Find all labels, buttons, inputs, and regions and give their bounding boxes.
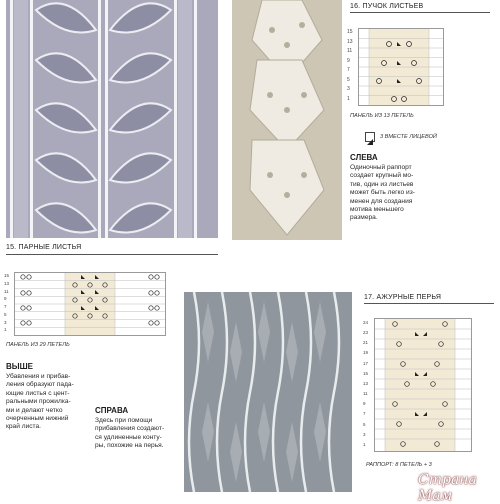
row-label: 13: [347, 38, 353, 45]
pattern-16-number: 16.: [350, 3, 361, 10]
left-text-line: может быть легко из-: [350, 189, 415, 197]
row-label: 9: [363, 401, 366, 407]
row-label: 21: [363, 340, 369, 346]
top-text-line: край листа.: [6, 423, 42, 431]
site-watermark: Страна Мам: [418, 472, 477, 504]
left-text-line: мотива меньшего: [350, 206, 404, 214]
left-text-line: Одиночный раппорт: [350, 164, 412, 171]
row-label: 3: [363, 431, 366, 437]
pattern-16-title: ПУЧОК ЛИСТЬЕВ: [362, 3, 424, 10]
pattern-15-number: 15.: [6, 244, 17, 251]
row-label: 17: [363, 360, 369, 366]
pattern-17-row-labels: [363, 318, 374, 450]
row-label: 23: [363, 330, 369, 336]
row-label: 7: [4, 304, 7, 309]
pattern-16-legend-note: 3 ВМЕСТЕ ЛИЦЕВОЙ: [380, 134, 437, 140]
row-label: 7: [363, 411, 366, 417]
pattern-15-panel-note: ПАНЕЛЬ ИЗ 29 ПЕТЕЛЬ: [6, 342, 70, 348]
row-label: 24: [363, 320, 369, 325]
top-text-line: ющие листья с цент-: [6, 389, 70, 397]
pattern-16-caption: [350, 3, 460, 10]
row-label: 9: [4, 296, 7, 302]
right-text-heading: СПРАВА: [95, 406, 129, 415]
pattern-15-row-labels: [4, 272, 14, 334]
row-label: 1: [347, 95, 350, 102]
row-label: 7: [347, 67, 350, 73]
left-text-line: тив, один из листьев: [350, 180, 414, 188]
pattern-16-photo: [232, 0, 342, 240]
row-label: 13: [363, 380, 369, 386]
pattern-16-panel-note: ПАНЕЛЬ ИЗ 13 ПЕТЕЛЬ: [350, 113, 414, 119]
right-text-line: Здесь при помощи: [95, 417, 153, 424]
pattern-16-row-labels: [347, 28, 357, 104]
row-label: 5: [347, 76, 350, 83]
pattern-17-title: АЖУРНЫЕ ПЕРЬЯ: [376, 294, 442, 301]
top-text-heading: ВЫШЕ: [6, 362, 33, 371]
pattern-15-rule: [6, 254, 218, 255]
top-text-line: очерченным нижний: [6, 415, 69, 423]
pattern-17-photo: [184, 292, 352, 492]
left-text-line: создает крупный мо-: [350, 172, 414, 180]
top-text-line: ления образуют пада-: [6, 381, 74, 389]
left-text-heading: СЛЕВА: [350, 153, 378, 162]
row-label: 15: [4, 273, 10, 278]
row-label: 11: [4, 288, 9, 294]
pattern-15-chart: [14, 272, 166, 336]
pattern-17-caption: [364, 294, 494, 301]
top-text-line: Убавления и прибав-: [6, 373, 71, 380]
row-label: 1: [363, 441, 366, 447]
pattern-16-chart: [358, 28, 444, 106]
left-text-line: размера.: [350, 214, 378, 222]
right-text-body: [95, 417, 185, 451]
row-label: 19: [363, 350, 369, 356]
left-text-line: менен для создания: [350, 197, 413, 205]
row-label: 5: [4, 311, 7, 317]
pattern-17-chart: [374, 318, 472, 452]
row-label: 13: [4, 280, 10, 286]
top-text-line: ральными прожилка-: [6, 398, 71, 406]
top-text-body: [6, 373, 86, 432]
row-label: 9: [347, 57, 350, 64]
row-label: 15: [363, 370, 369, 376]
row-label: 5: [363, 421, 366, 427]
row-label: 11: [363, 391, 368, 397]
right-text-line: ры, похожие на перья.: [95, 442, 164, 450]
pattern-15-photo: [6, 0, 218, 238]
pattern-15-title: ПАРНЫЕ ЛИСТЬЯ: [18, 244, 82, 251]
pattern-15-caption: [6, 244, 218, 251]
row-label: 3: [347, 86, 350, 92]
pattern-16-legend-symbol: [365, 132, 375, 142]
pattern-17-number: 17.: [364, 294, 375, 301]
top-text-line: ми и делают четко: [6, 406, 63, 414]
pattern-17-repeat-note: РАППОРТ: 8 ПЕТЕЛЬ + 3: [366, 462, 432, 468]
left-text-body: [350, 164, 490, 223]
right-text-line: прибавления создают-: [95, 425, 165, 433]
row-label: 1: [4, 327, 7, 333]
right-text-line: ся удлиненные конту-: [95, 433, 162, 441]
row-label: 15: [347, 29, 353, 35]
pattern-17-rule: [364, 303, 494, 304]
pattern-16-rule: [350, 12, 490, 13]
row-label: 3: [4, 319, 7, 325]
row-label: 11: [347, 48, 353, 54]
